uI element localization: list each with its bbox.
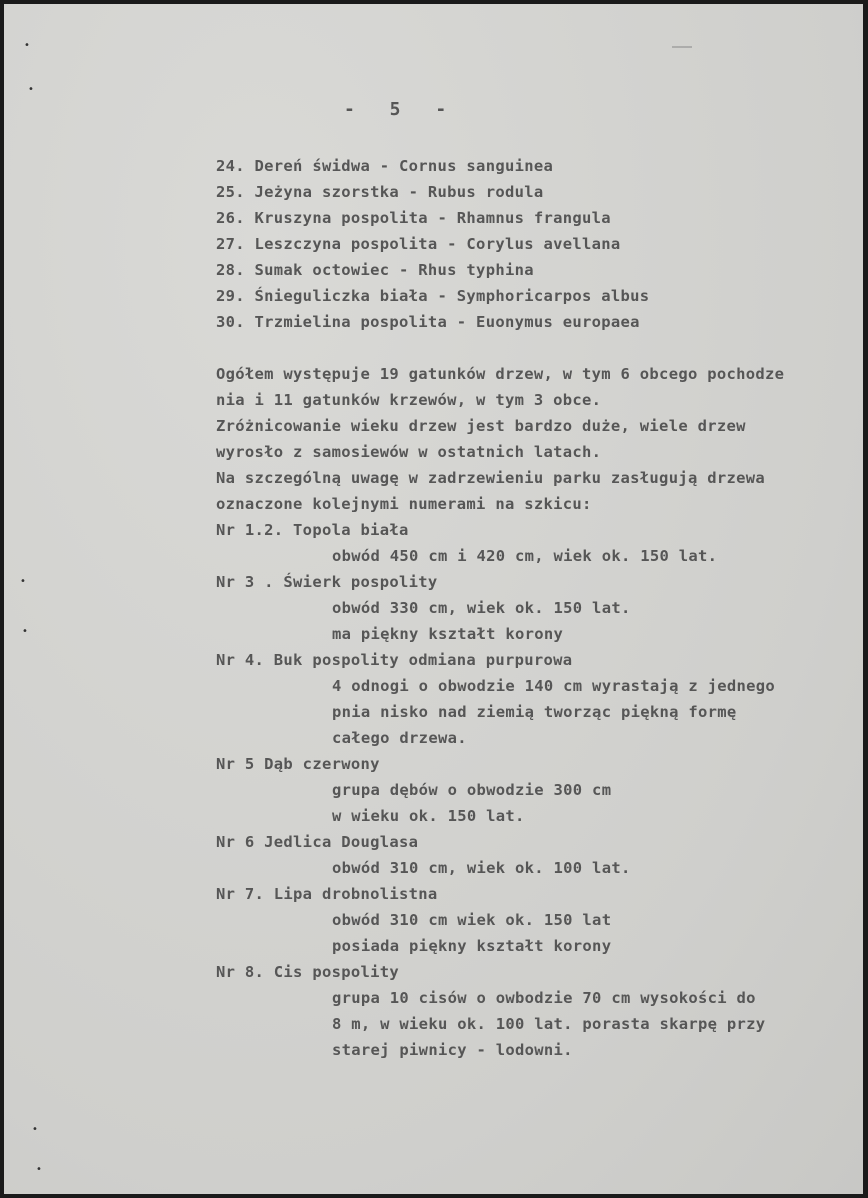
tree-detail: obwód 330 cm, wiek ok. 150 lat.	[332, 599, 631, 617]
species-item: 26. Kruszyna pospolita - Rhamnus frangula	[216, 209, 611, 227]
tree-detail: całego drzewa.	[332, 729, 467, 747]
paragraph-line: Ogółem występuje 19 gatunków drzew, w tym 6 obcego pochodze	[216, 365, 785, 383]
scan-mark	[672, 46, 692, 48]
tree-detail: starej piwnicy - lodowni.	[332, 1041, 573, 1059]
tree-detail: 8 m, w wieku ok. 100 lat. porasta skarpę przy	[332, 1015, 766, 1033]
paragraph-line: Zróżnicowanie wieku drzew jest bardzo duże, wiele drzew	[216, 417, 746, 435]
tree-detail: obwód 310 cm, wiek ok. 100 lat.	[332, 859, 631, 877]
paragraph-line: nia i 11 gatunków krzewów, w tym 3 obce.	[216, 391, 602, 409]
scan-speck: •	[24, 40, 30, 51]
tree-detail: grupa dębów o obwodzie 300 cm	[332, 781, 612, 799]
scan-speck: •	[22, 626, 28, 637]
tree-heading: Nr 3 . Świerk pospolity	[216, 573, 438, 591]
scan-speck: •	[36, 1164, 42, 1175]
paragraph-line: Na szczególną uwagę w zadrzewieniu parku zasługują drzewa	[216, 469, 766, 487]
paragraph-line: wyrosło z samosiewów w ostatnich latach.	[216, 443, 602, 461]
tree-heading: Nr 7. Lipa drobnolistna	[216, 885, 438, 903]
scan-speck: •	[20, 576, 26, 587]
paragraph-line: oznaczone kolejnymi numerami na szkicu:	[216, 495, 592, 513]
page-number: - 5 -	[344, 99, 459, 120]
tree-detail: w wieku ok. 150 lat.	[332, 807, 525, 825]
tree-detail: pnia nisko nad ziemią tworząc piękną formę	[332, 703, 737, 721]
species-item: 24. Dereń świdwa - Cornus sanguinea	[216, 157, 554, 175]
species-item: 25. Jeżyna szorstka - Rubus rodula	[216, 183, 544, 201]
species-item: 28. Sumak octowiec - Rhus typhina	[216, 261, 534, 279]
document-page	[4, 4, 863, 1194]
tree-heading: Nr 1.2. Topola biała	[216, 521, 409, 539]
species-item: 27. Leszczyna pospolita - Corylus avellana	[216, 235, 621, 253]
tree-detail: 4 odnogi o obwodzie 140 cm wyrastają z jednego	[332, 677, 776, 695]
tree-detail: obwód 310 cm wiek ok. 150 lat	[332, 911, 612, 929]
species-item: 30. Trzmielina pospolita - Euonymus europaea	[216, 313, 640, 331]
tree-heading: Nr 4. Buk pospolity odmiana purpurowa	[216, 651, 573, 669]
tree-detail: ma piękny kształt korony	[332, 625, 564, 643]
tree-heading: Nr 6 Jedlica Douglasa	[216, 833, 419, 851]
tree-detail: grupa 10 cisów o owbodzie 70 cm wysokości do	[332, 989, 756, 1007]
tree-heading: Nr 8. Cis pospolity	[216, 963, 400, 981]
tree-heading: Nr 5 Dąb czerwony	[216, 755, 380, 773]
species-item: 29. Śnieguliczka biała - Symphoricarpos albus	[216, 287, 650, 305]
tree-detail: posiada piękny kształt korony	[332, 937, 612, 955]
scan-speck: •	[28, 84, 34, 95]
scan-speck: •	[32, 1124, 38, 1135]
tree-detail: obwód 450 cm i 420 cm, wiek ok. 150 lat.	[332, 547, 718, 565]
